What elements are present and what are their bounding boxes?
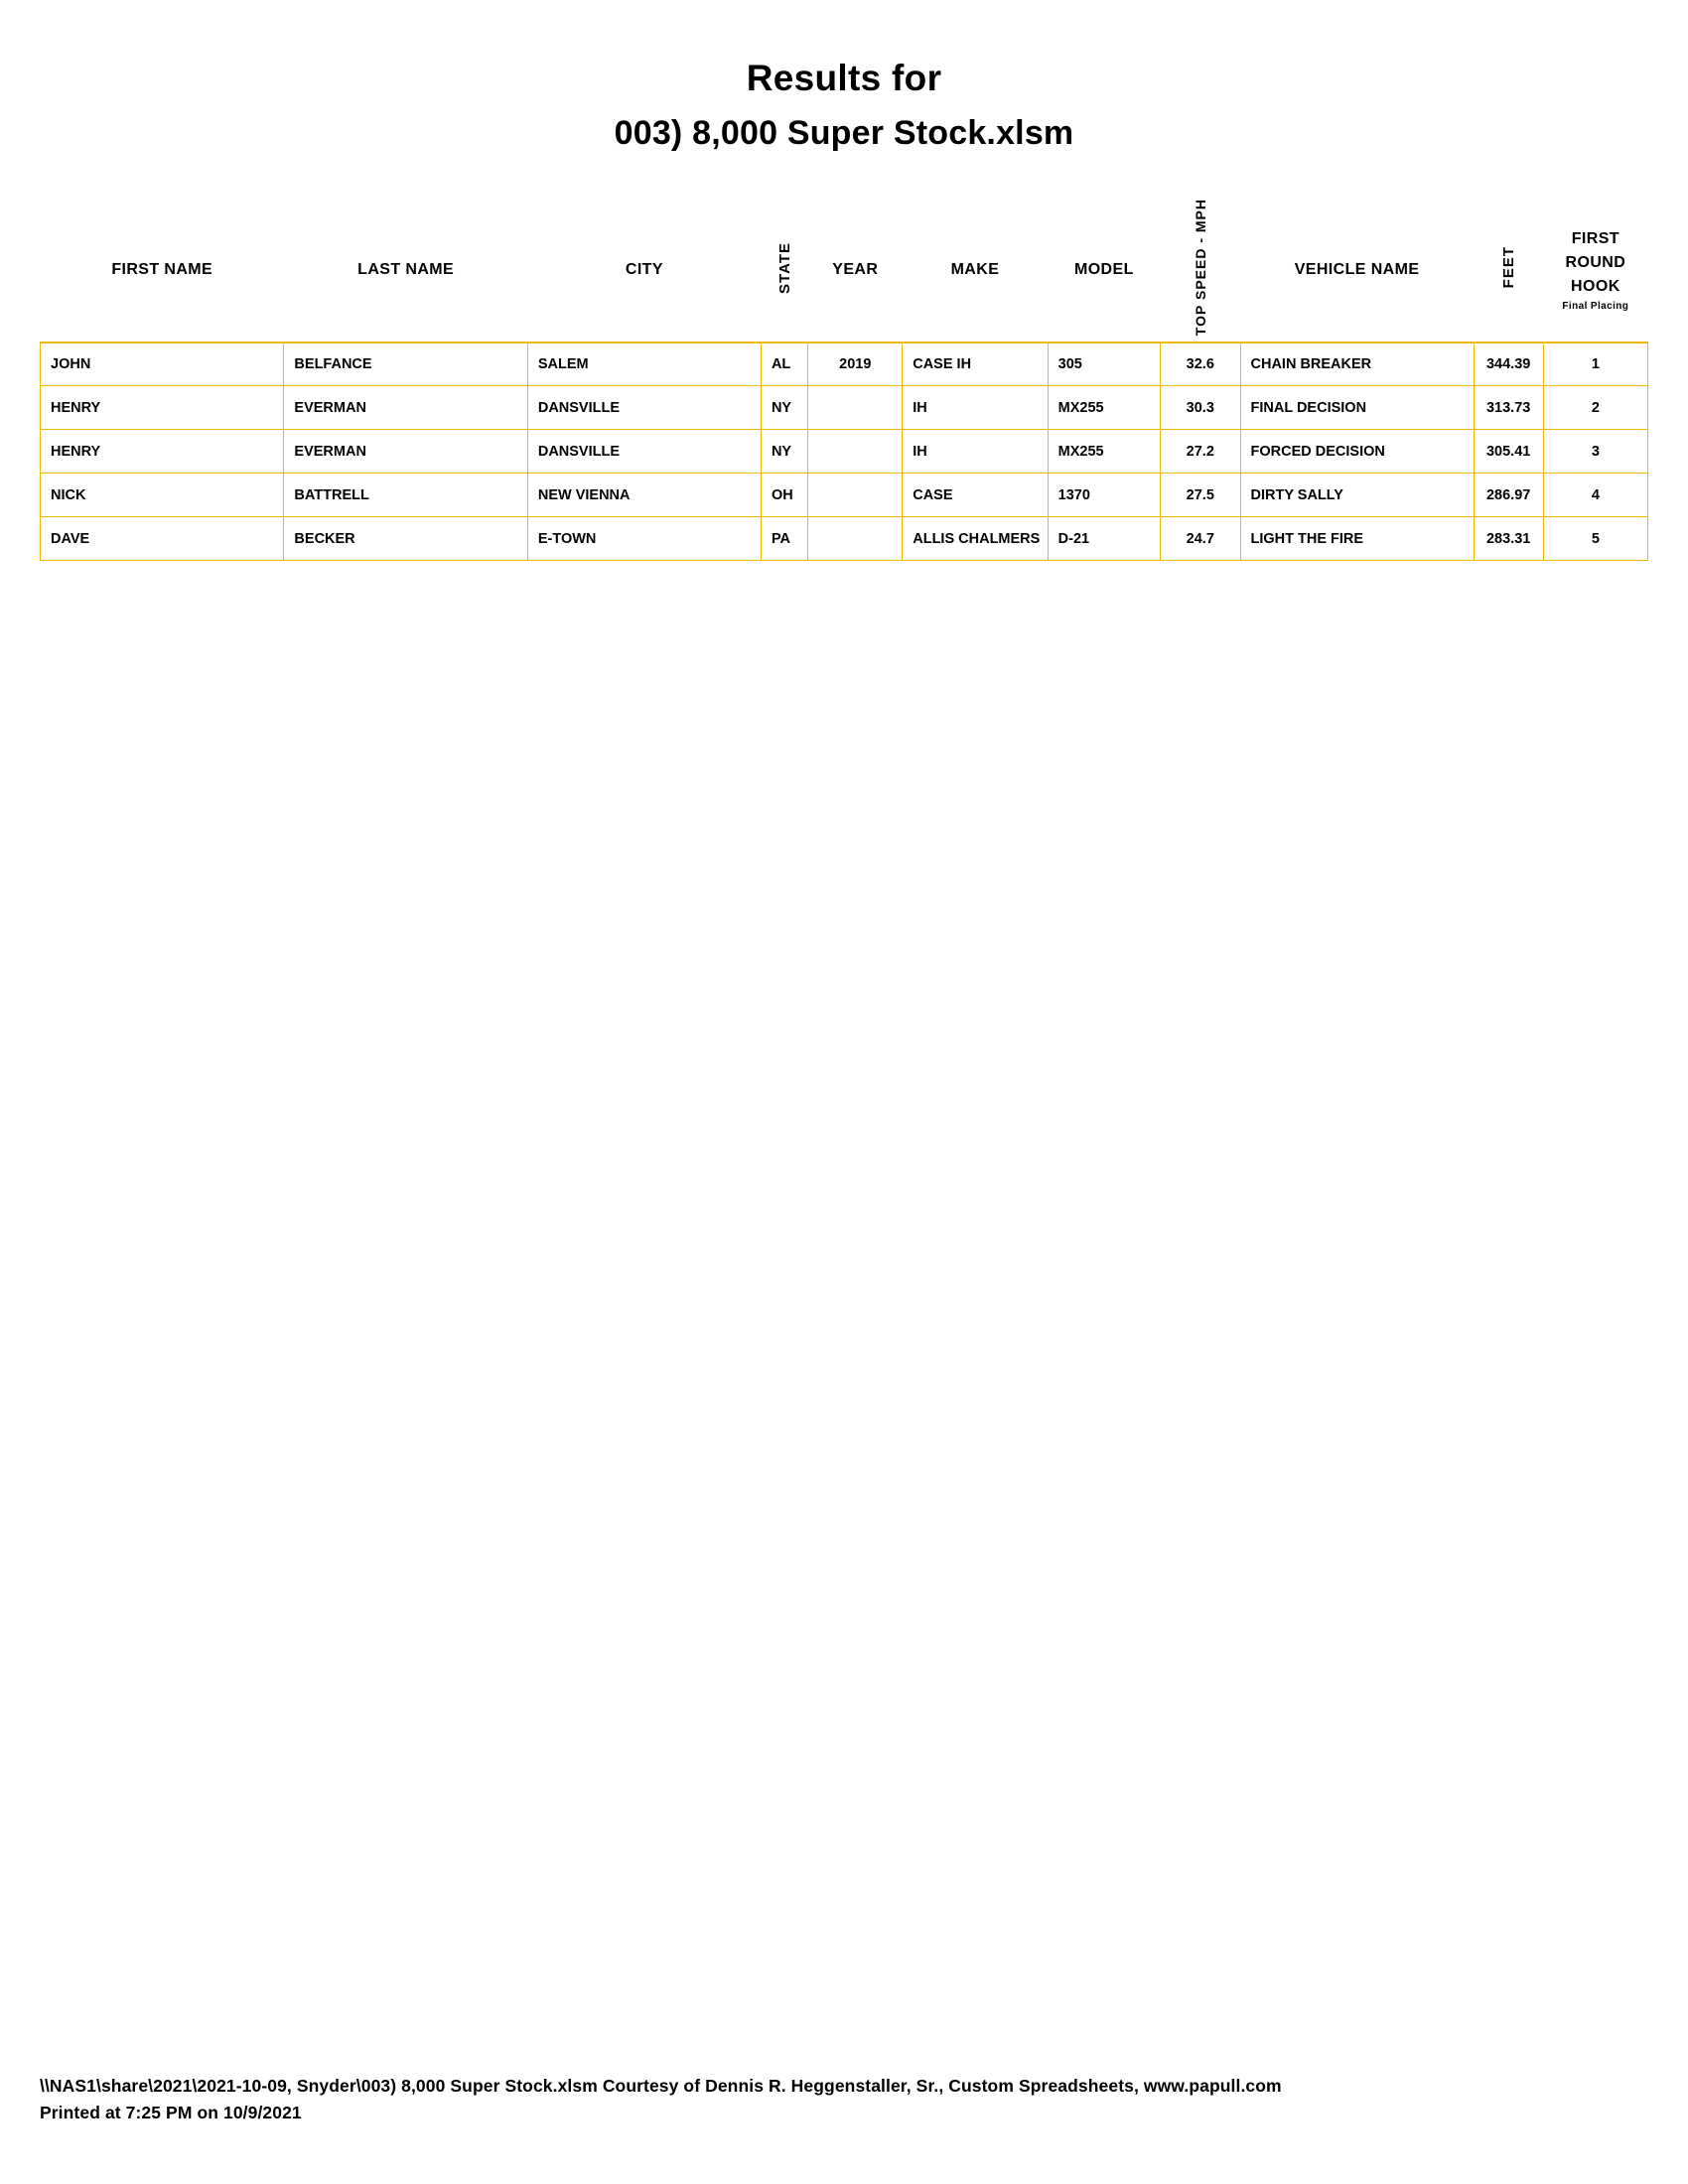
cell-last-name: EVERMAN <box>284 430 527 474</box>
cell-final-placing: 4 <box>1543 474 1647 517</box>
cell-make: ALLIS CHALMERS <box>903 517 1048 561</box>
cell-city: DANSVILLE <box>527 430 761 474</box>
cell-first-name: HENRY <box>41 386 284 430</box>
cell-model: D-21 <box>1048 517 1160 561</box>
cell-year <box>808 430 903 474</box>
cell-last-name: BELFANCE <box>284 342 527 386</box>
table-header-row <box>41 199 1648 341</box>
cell-vehicle-name: DIRTY SALLY <box>1240 474 1474 517</box>
cell-feet: 344.39 <box>1474 342 1543 386</box>
cell-make: CASE <box>903 474 1048 517</box>
cell-vehicle-name: FINAL DECISION <box>1240 386 1474 430</box>
cell-final-placing: 5 <box>1543 517 1647 561</box>
cell-model: MX255 <box>1048 430 1160 474</box>
cell-vehicle-name: FORCED DECISION <box>1240 430 1474 474</box>
cell-make: CASE IH <box>903 342 1048 386</box>
cell-city: DANSVILLE <box>527 386 761 430</box>
cell-feet: 286.97 <box>1474 474 1543 517</box>
cell-final-placing: 1 <box>1543 342 1647 386</box>
column-header-state: STATE <box>761 199 807 341</box>
cell-feet: 283.31 <box>1474 517 1543 561</box>
placing-header-line-1: FIRST ROUND <box>1565 229 1626 271</box>
cell-city: SALEM <box>527 342 761 386</box>
cell-first-name: HENRY <box>41 430 284 474</box>
cell-last-name: EVERMAN <box>284 386 527 430</box>
column-header-make: MAKE <box>903 199 1048 341</box>
cell-city: E-TOWN <box>527 517 761 561</box>
cell-year <box>808 517 903 561</box>
cell-vehicle-name: LIGHT THE FIRE <box>1240 517 1474 561</box>
cell-top-speed: 27.5 <box>1161 474 1240 517</box>
placing-header-line-3: Final Placing <box>1562 300 1629 312</box>
title-line-1: Results for <box>746 58 942 98</box>
column-header-vehicle-name: VEHICLE NAME <box>1240 199 1474 341</box>
cell-last-name: BECKER <box>284 517 527 561</box>
results-table-container <box>40 199 1648 561</box>
cell-feet: 313.73 <box>1474 386 1543 430</box>
table-row <box>41 517 1648 561</box>
cell-make: IH <box>903 430 1048 474</box>
cell-final-placing: 3 <box>1543 430 1647 474</box>
cell-state: OH <box>761 474 807 517</box>
results-table <box>40 199 1648 561</box>
cell-top-speed: 30.3 <box>1161 386 1240 430</box>
column-header-top-speed: TOP SPEED - MPH <box>1161 199 1240 341</box>
table-body <box>41 342 1648 561</box>
table-row <box>41 342 1648 386</box>
placing-header-line-2: HOOK <box>1571 277 1620 295</box>
cell-state: PA <box>761 517 807 561</box>
cell-model: 305 <box>1048 342 1160 386</box>
cell-state: NY <box>761 430 807 474</box>
document-footer <box>40 2073 1282 2126</box>
cell-first-name: DAVE <box>41 517 284 561</box>
cell-top-speed: 27.2 <box>1161 430 1240 474</box>
cell-last-name: BATTRELL <box>284 474 527 517</box>
cell-first-name: JOHN <box>41 342 284 386</box>
column-header-final-placing <box>1543 199 1647 341</box>
column-header-feet: FEET <box>1474 199 1543 341</box>
table-row <box>41 474 1648 517</box>
cell-make: IH <box>903 386 1048 430</box>
column-header-last-name: LAST NAME <box>284 199 527 341</box>
cell-feet: 305.41 <box>1474 430 1543 474</box>
document-title <box>0 0 1688 155</box>
cell-final-placing: 2 <box>1543 386 1647 430</box>
cell-year <box>808 386 903 430</box>
cell-model: 1370 <box>1048 474 1160 517</box>
cell-model: MX255 <box>1048 386 1160 430</box>
column-header-first-name: FIRST NAME <box>41 199 284 341</box>
title-line-2: 003) 8,000 Super Stock.xlsm <box>614 114 1074 153</box>
column-header-model: MODEL <box>1048 199 1160 341</box>
cell-vehicle-name: CHAIN BREAKER <box>1240 342 1474 386</box>
table-row <box>41 386 1648 430</box>
cell-first-name: NICK <box>41 474 284 517</box>
cell-year: 2019 <box>808 342 903 386</box>
column-header-year: YEAR <box>808 199 903 341</box>
footer-printed-line: Printed at 7:25 PM on 10/9/2021 <box>40 2102 302 2122</box>
cell-top-speed: 32.6 <box>1161 342 1240 386</box>
table-row <box>41 430 1648 474</box>
footer-path-line: \\NAS1\share\2021\2021-10-09, Snyder\003) 8,000 Super Stock.xlsm Courtesy of Dennis R. Heggenstaller, Sr., Custom Spreadsheets, www.papull.com <box>40 2075 1282 2096</box>
cell-year <box>808 474 903 517</box>
cell-state: AL <box>761 342 807 386</box>
cell-city: NEW VIENNA <box>527 474 761 517</box>
cell-top-speed: 24.7 <box>1161 517 1240 561</box>
column-header-city: CITY <box>527 199 761 341</box>
cell-state: NY <box>761 386 807 430</box>
